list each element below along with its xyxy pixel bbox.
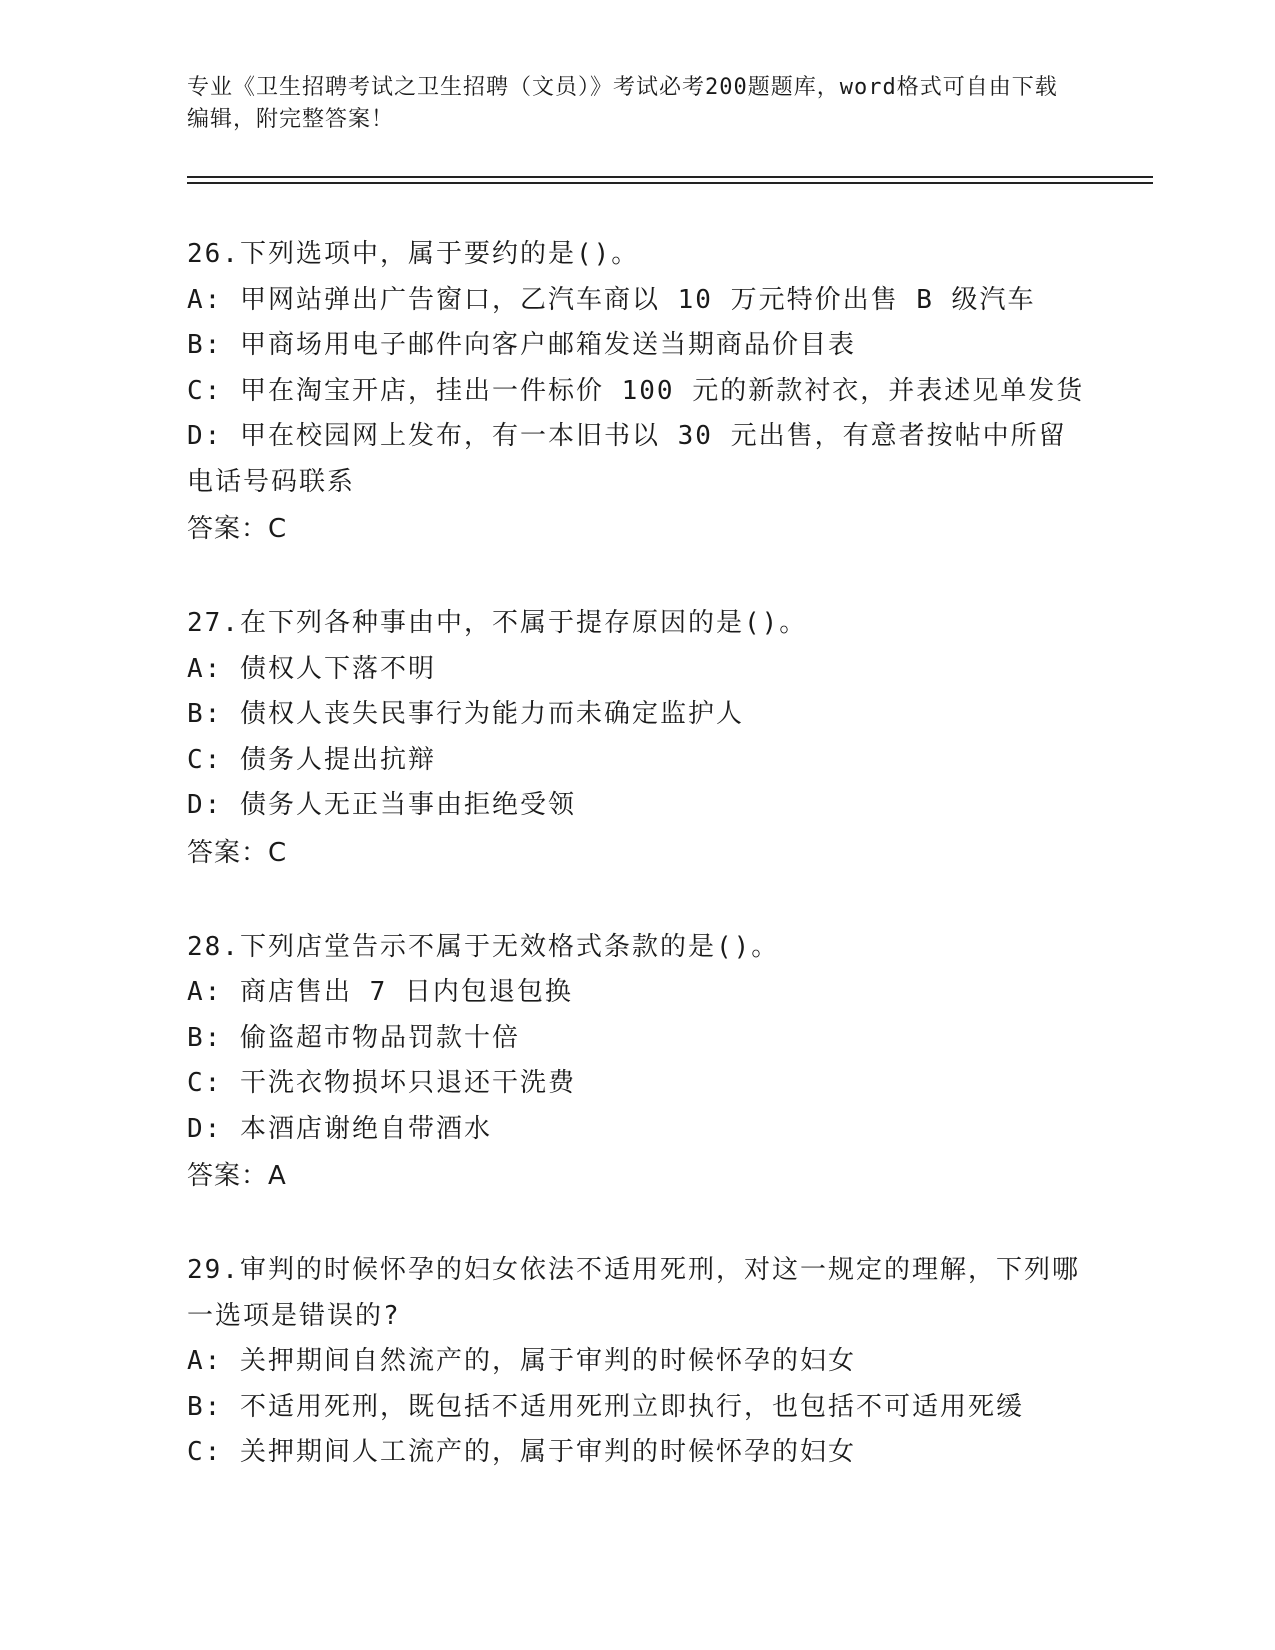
header-divider-top <box>187 176 1153 178</box>
answer-value: C <box>268 837 288 868</box>
answer-value: A <box>268 1161 287 1191</box>
option-a: A: 甲网站弹出广告窗口，乙汽车商以 10 万元特价出售 B 级汽车 <box>187 284 1036 315</box>
option-c: C: 债务人提出抗辩 <box>187 744 436 775</box>
question-stem: 28.下列店堂告示不属于无效格式条款的是()。 <box>187 931 780 962</box>
answer-line <box>187 507 1087 552</box>
document-header-text: 专业《卫生招聘考试之卫生招聘（文员）》考试必考200题题库，word格式可自由下载编辑，附完整答案！ <box>187 75 1058 132</box>
question-item <box>187 601 1087 876</box>
answer-line <box>187 1154 1087 1199</box>
answer-label: 答案： <box>187 837 269 868</box>
option-c: C: 关押期间人工流产的，属于审判的时候怀孕的妇女 <box>187 1437 856 1467</box>
option-d: D: 甲在校园网上发布，有一本旧书以 30 元出售，有意者按帖中所留电话号码联系 <box>187 421 1067 497</box>
option-a: A: 商店售出 7 日内包退包换 <box>187 977 573 1007</box>
option-a: A: 债权人下落不明 <box>187 653 436 684</box>
option-d: D: 本酒店谢绝自带酒水 <box>187 1113 492 1144</box>
question-stem: 26.下列选项中，属于要约的是()。 <box>187 239 640 269</box>
option-c: C: 干洗衣物损坏只退还干洗费 <box>187 1068 576 1098</box>
question-stem: 29.审判的时候怀孕的妇女依法不适用死刑，对这一规定的理解，下列哪一选项是错误的? <box>187 1255 1080 1331</box>
question-item <box>187 232 1087 552</box>
answer-value: C <box>268 514 288 544</box>
option-b: B: 甲商场用电子邮件向客户邮箱发送当期商品价目表 <box>187 330 856 360</box>
question-item <box>187 1248 1087 1476</box>
option-b: B: 不适用死刑，既包括不适用死刑立即执行，也包括不可适用死缓 <box>187 1391 1024 1422</box>
option-b: B: 债权人丧失民事行为能力而未确定监护人 <box>187 699 744 729</box>
option-b: B: 偷盗超市物品罚款十倍 <box>187 1022 520 1053</box>
question-item <box>187 925 1087 1200</box>
option-d: D: 债务人无正当事由拒绝受领 <box>187 790 576 820</box>
answer-line <box>187 831 1087 876</box>
option-a: A: 关押期间自然流产的，属于审判的时候怀孕的妇女 <box>187 1346 856 1376</box>
answer-label: 答案： <box>187 1161 269 1191</box>
question-stem: 27.在下列各种事由中，不属于提存原因的是()。 <box>187 608 808 638</box>
option-c: C: 甲在淘宝开店，挂出一件标价 100 元的新款衬衣，并表述见单发货 <box>187 375 1085 406</box>
question-list <box>187 232 1087 1525</box>
header-divider-bottom <box>187 182 1153 184</box>
answer-label: 答案： <box>187 514 269 544</box>
